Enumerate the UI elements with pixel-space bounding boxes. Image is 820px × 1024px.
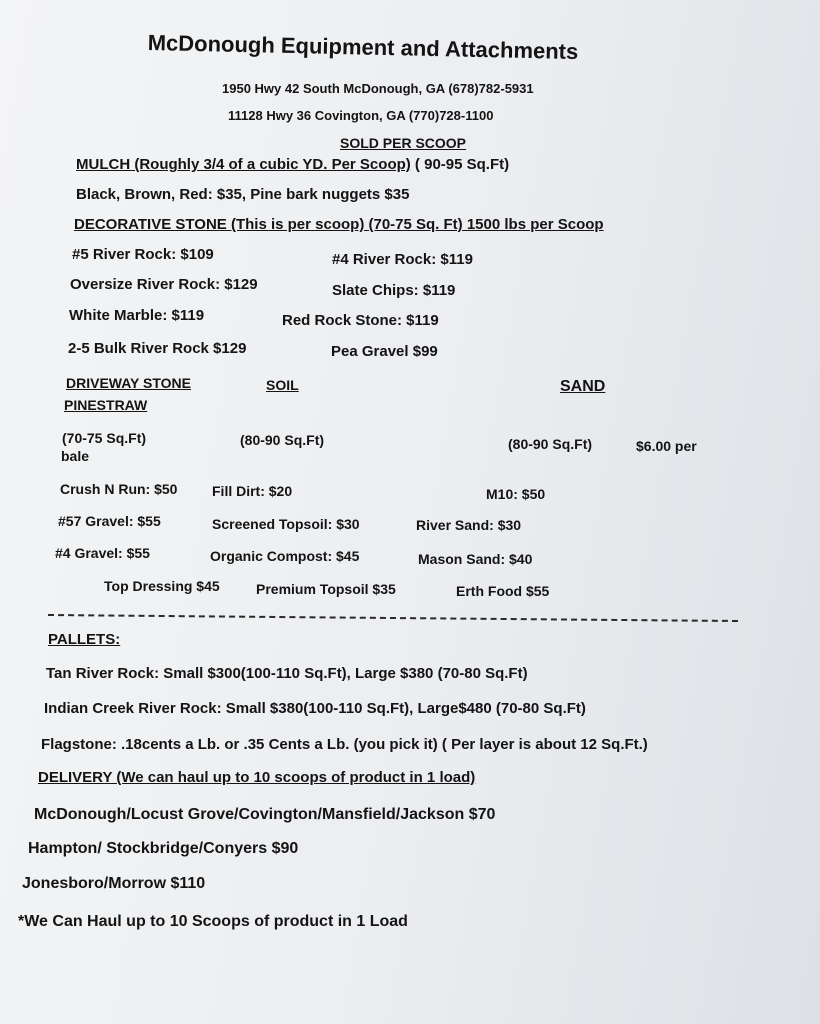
sand-heading: SAND — [560, 378, 606, 395]
pinestraw-heading: PINESTRAW — [64, 397, 148, 413]
address-covington: 11128 Hwy 36 Covington, GA (770)728-1100 — [228, 108, 494, 123]
list-item: Red Rock Stone: $119 — [282, 312, 439, 329]
address-mcdonough: 1950 Hwy 42 South McDonough, GA (678)782-5931 — [222, 81, 534, 96]
list-item: White Marble: $119 — [69, 307, 205, 324]
list-item: *We Can Haul up to 10 Scoops of product in 1 Load — [18, 913, 408, 930]
list-item: M10: $50 — [486, 486, 546, 502]
business-title: McDonough Equipment and Attachments — [147, 30, 579, 65]
sand-coverage: (80-90 Sq.Ft) — [508, 436, 593, 452]
list-item: #5 River Rock: $109 — [72, 246, 214, 263]
mulch-heading: MULCH (Roughly 3/4 of a cubic YD. Per Scoop) — [76, 156, 411, 173]
mulch-prices: Black, Brown, Red: $35, Pine bark nuggets $35 — [76, 186, 410, 203]
list-item: Premium Topsoil $35 — [256, 581, 396, 597]
list-item: McDonough/Locust Grove/Covington/Mansfield/Jackson $70 — [34, 806, 496, 823]
list-item: Flagstone: .18cents a Lb. or .35 Cents a Lb. (you pick it) ( Per layer is about 12 Sq.Ft.) — [41, 736, 648, 753]
list-item: Jonesboro/Morrow $110 — [22, 875, 206, 892]
pinestraw-price: $6.00 per — [636, 438, 697, 454]
list-item: Indian Creek River Rock: Small $380(100-110 Sq.Ft), Large$480 (70-80 Sq.Ft) — [44, 700, 586, 717]
list-item: Erth Food $55 — [456, 583, 550, 599]
list-item: Mason Sand: $40 — [418, 551, 533, 567]
list-item: #4 River Rock: $119 — [332, 251, 473, 268]
list-item: Tan River Rock: Small $300(100-110 Sq.Ft), Large $380 (70-80 Sq.Ft) — [46, 665, 528, 682]
mulch-section — [76, 156, 509, 174]
driveway-coverage: (70-75 Sq.Ft) — [62, 430, 147, 446]
list-item: #57 Gravel: $55 — [58, 513, 161, 529]
list-item: 2-5 Bulk River Rock $129 — [68, 340, 247, 357]
mulch-coverage: ( 90-95 Sq.Ft) — [410, 156, 510, 173]
list-item: #4 Gravel: $55 — [55, 545, 150, 561]
soil-coverage: (80-90 Sq.Ft) — [240, 432, 325, 448]
soil-heading: SOIL — [266, 377, 299, 393]
list-item: Hampton/ Stockbridge/Conyers $90 — [28, 840, 299, 857]
pallets-heading: PALLETS: — [48, 631, 121, 648]
list-item: Pea Gravel $99 — [331, 343, 438, 360]
driveway-stone-heading: DRIVEWAY STONE — [66, 375, 192, 391]
list-item: Oversize River Rock: $129 — [70, 276, 258, 293]
list-item: Organic Compost: $45 — [210, 548, 360, 564]
list-item: Screened Topsoil: $30 — [212, 516, 360, 532]
decorative-stone-heading: DECORATIVE STONE (This is per scoop) (70-75 Sq. Ft) 1500 lbs per Scoop — [74, 216, 604, 233]
pinestraw-unit: bale — [61, 448, 90, 464]
list-item: Fill Dirt: $20 — [212, 483, 293, 499]
dashed-divider — [48, 614, 738, 622]
list-item: Slate Chips: $119 — [332, 282, 456, 299]
sold-per-scoop-label: SOLD PER SCOOP — [340, 135, 467, 151]
list-item: Top Dressing $45 — [104, 578, 220, 594]
list-item: River Sand: $30 — [416, 517, 522, 533]
delivery-heading: DELIVERY (We can haul up to 10 scoops of product in 1 load) — [38, 769, 476, 786]
list-item: Crush N Run: $50 — [60, 481, 178, 497]
